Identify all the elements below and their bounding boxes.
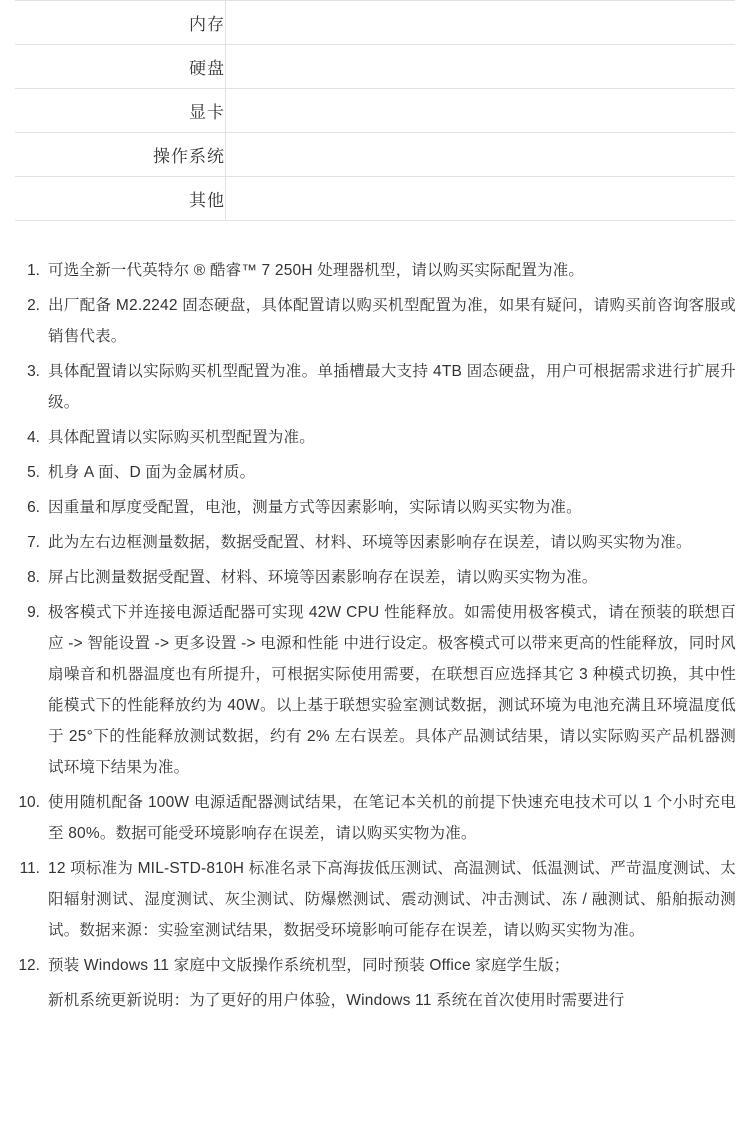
spec-value-storage bbox=[226, 45, 735, 89]
footnote-text: 使用随机配备 100W 电源适配器测试结果，在笔记本关机的前提下快速充电技术可以 1 个小时充电至 80%。数据可能受环境影响存在误差，请以购买实物为准。 bbox=[48, 794, 736, 842]
footnote-text: 新机系统更新说明：为了更好的用户体验，Windows 11 系统在首次使用时需要进行 bbox=[48, 992, 625, 1009]
footnote-text: 机身 A 面、D 面为金属材质。 bbox=[48, 464, 256, 481]
footnote-number: 7. bbox=[27, 534, 40, 551]
table-row bbox=[15, 45, 735, 89]
spec-label-storage: 硬盘 bbox=[15, 45, 225, 89]
footnotes-section bbox=[0, 221, 750, 1020]
footnote-number: 4. bbox=[27, 429, 40, 446]
spec-table-body bbox=[15, 1, 735, 221]
list-item bbox=[14, 492, 736, 523]
footnote-text: 12 项标准为 MIL-STD-810H 标准名录下高海拔低压测试、高温测试、低温测试、严苛温度测试、太阳辐射测试、湿度测试、灰尘测试、防爆燃测试、震动测试、冲击测试、冻 / 融测试、船舶振动测试。数据来源：实验室测试结果，数据受环境影响可能存在误差，请以购买实物为准。 bbox=[48, 860, 736, 939]
footnote-text: 可选全新一代英特尔 ® 酷睿™ 7 250H 处理器机型，请以购买实际配置为准。 bbox=[48, 262, 585, 279]
footnote-text: 极客模式下并连接电源适配器可实现 42W CPU 性能释放。如需使用极客模式，请在预装的联想百应 -> 智能设置 -> 更多设置 -> 电源和性能 中进行设定。极客模式可以带来更高的性能释放，同时风扇噪音和机器温度也有所提升，可根据实际使用需要，在联想百应选择其它 3 种模式切换，其中性能模式下的性能释放约为 40W。以上基于联想实验室测试数据，测试环境为电池充满且环境温度低于 25°下的性能释放测试数据，约有 2% 左右误差。具体产品测试结果，请以实际购买产品机器测试环境下结果为准。 bbox=[48, 604, 736, 776]
specification-table bbox=[15, 0, 735, 221]
footnote-text: 此为左右边框测量数据，数据受配置、材料、环境等因素影响存在误差，请以购买实物为准。 bbox=[48, 534, 692, 551]
footnote-number: 8. bbox=[27, 569, 40, 586]
footnote-number: 3. bbox=[27, 363, 40, 380]
list-item bbox=[14, 356, 736, 418]
spec-label-memory: 内存 bbox=[15, 1, 225, 45]
footnote-text: 预装 Windows 11 家庭中文版操作系统机型，同时预装 Office 家庭学生版； bbox=[48, 957, 570, 974]
footnote-text: 具体配置请以实际购买机型配置为准。 bbox=[48, 429, 315, 446]
footnote-number: 5. bbox=[27, 464, 40, 481]
footnote-text: 具体配置请以实际购买机型配置为准。单插槽最大支持 4TB 固态硬盘，用户可根据需求进行扩展升级。 bbox=[48, 363, 736, 411]
footnote-number: 12. bbox=[18, 957, 40, 974]
footnote-text: 出厂配备 M2.2242 固态硬盘，具体配置请以购买机型配置为准，如果有疑问，请购买前咨询客服或销售代表。 bbox=[48, 297, 736, 345]
list-item bbox=[14, 985, 736, 1016]
list-item bbox=[14, 787, 736, 849]
table-row bbox=[15, 177, 735, 221]
footnote-text: 屏占比测量数据受配置、材料、环境等因素影响存在误差，请以购买实物为准。 bbox=[48, 569, 598, 586]
list-item bbox=[14, 457, 736, 488]
list-item bbox=[14, 290, 736, 352]
footnote-number: 11. bbox=[19, 860, 40, 877]
list-item bbox=[14, 597, 736, 783]
footnote-list bbox=[14, 255, 736, 1016]
spec-value-os bbox=[226, 133, 735, 177]
table-row bbox=[15, 89, 735, 133]
spec-label-graphics: 显卡 bbox=[15, 89, 225, 133]
spec-value-other bbox=[226, 177, 735, 221]
list-item bbox=[14, 853, 736, 946]
list-item bbox=[14, 255, 736, 286]
list-item bbox=[14, 950, 736, 981]
footnote-text: 因重量和厚度受配置，电池，测量方式等因素影响，实际请以购买实物为准。 bbox=[48, 499, 582, 516]
table-row bbox=[15, 133, 735, 177]
table-row bbox=[15, 1, 735, 45]
spec-label-os: 操作系统 bbox=[15, 133, 225, 177]
footnote-number: 6. bbox=[27, 499, 40, 516]
footnote-number: 9. bbox=[27, 604, 40, 621]
footnote-number: 2. bbox=[27, 297, 40, 314]
spec-value-graphics bbox=[226, 89, 735, 133]
list-item bbox=[14, 562, 736, 593]
footnote-number: 10. bbox=[18, 794, 40, 811]
spec-value-memory bbox=[226, 1, 735, 45]
footnote-number: 1. bbox=[27, 262, 40, 279]
list-item bbox=[14, 527, 736, 558]
list-item bbox=[14, 422, 736, 453]
spec-label-other: 其他 bbox=[15, 177, 225, 221]
